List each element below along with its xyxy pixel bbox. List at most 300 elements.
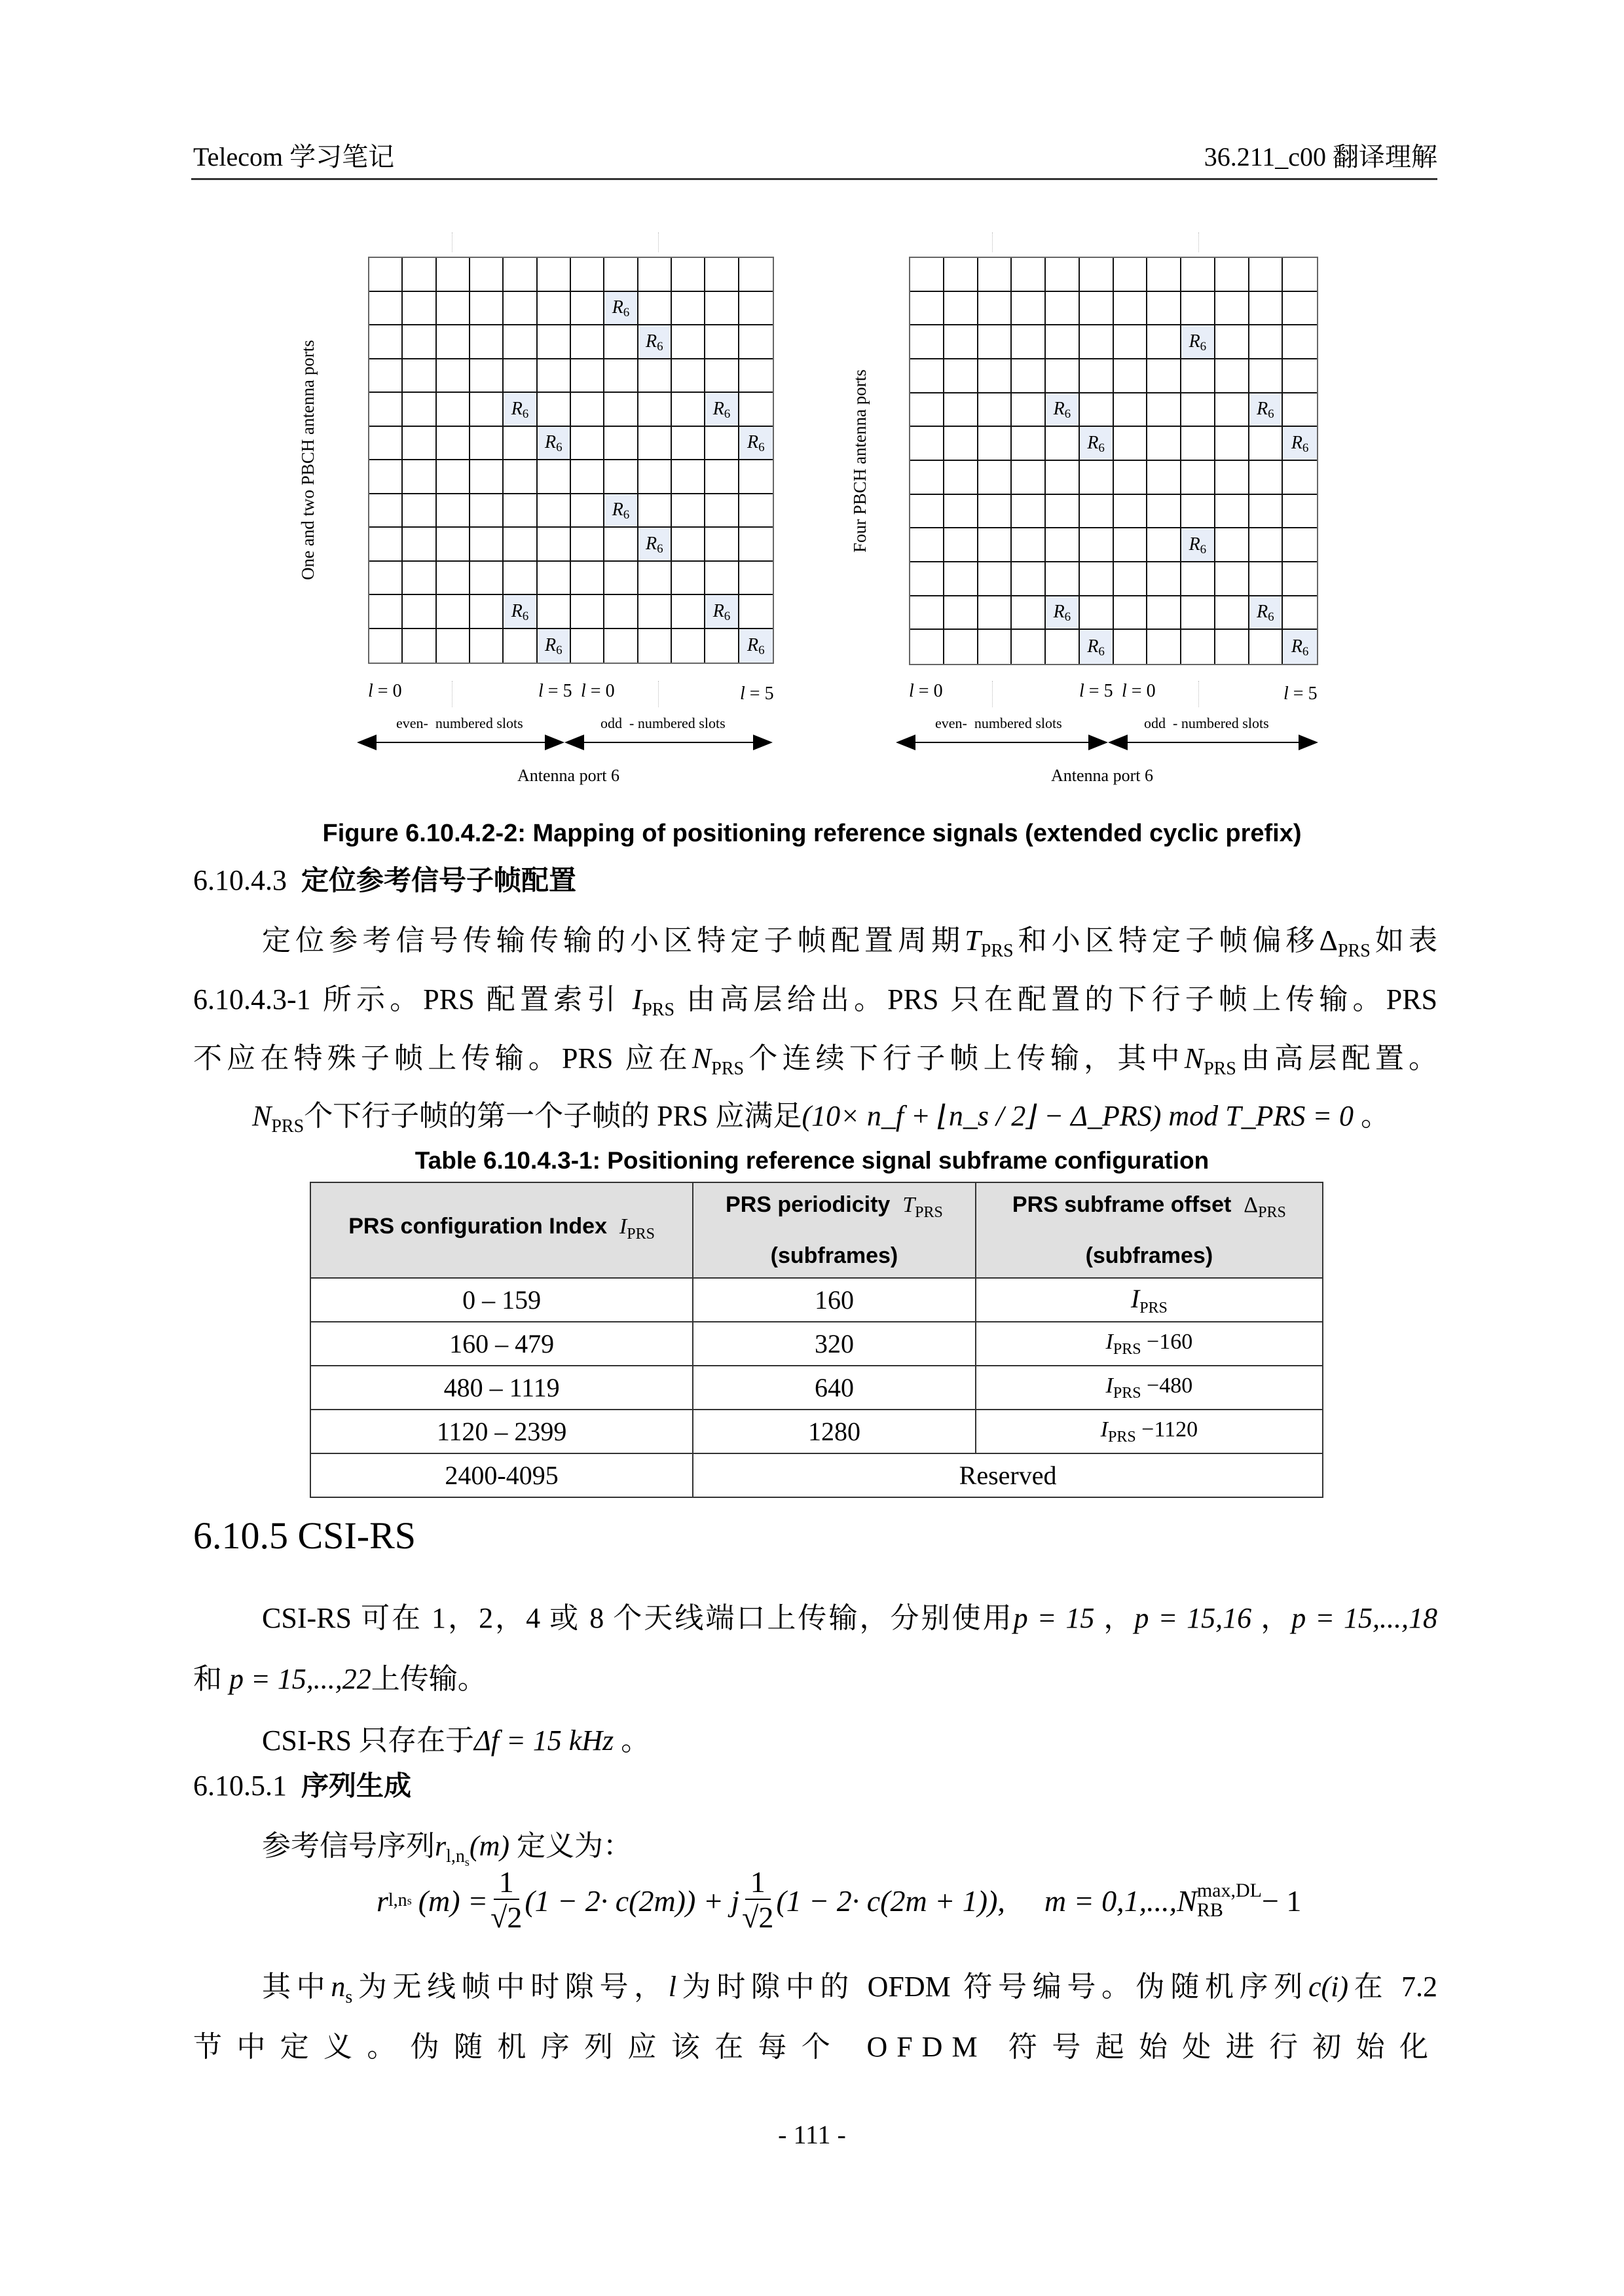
math-symbol: I [632, 983, 642, 1015]
grid-cell [1215, 461, 1249, 495]
cell-label-sub: 6 [1098, 645, 1105, 659]
grid-cell [1114, 528, 1148, 562]
grid-cell [470, 595, 504, 629]
grid-cell [470, 292, 504, 326]
grid-cell [1249, 325, 1283, 359]
reserved-cell: Reserved [693, 1453, 1323, 1497]
grid-cell [1181, 495, 1215, 529]
r6-cell [739, 629, 773, 663]
section-heading-6-10-4-3 [193, 859, 576, 898]
grid-cell [944, 562, 978, 596]
grid-cell [1215, 630, 1249, 664]
grid-cell [504, 629, 537, 663]
table-header-cell [976, 1182, 1323, 1278]
grid-cell [1046, 325, 1080, 359]
grid-cell [638, 595, 672, 629]
grid-cell [1147, 359, 1181, 393]
grid-cell [672, 325, 705, 359]
cell-label-sub: 6 [522, 609, 529, 623]
grid-cell [470, 494, 504, 528]
section-number: 6.10.5.1 [193, 1770, 287, 1802]
grid-cell [1114, 427, 1148, 461]
grid-cell [1046, 630, 1080, 664]
r6-cell [1181, 325, 1215, 359]
grid-cell [504, 528, 537, 562]
symbol-index-label: l = 0 [368, 681, 402, 701]
text: 由高层配置。 [1236, 1042, 1438, 1074]
text: 上传输。 [371, 1663, 487, 1695]
grid-cell [604, 325, 638, 359]
offset-value: −480 [1141, 1373, 1193, 1398]
grid-cell [604, 427, 638, 461]
grid-cell [1080, 562, 1114, 596]
grid-cell [1215, 359, 1249, 393]
index-cell: 480 – 1119 [310, 1366, 693, 1410]
grid-cell [403, 325, 436, 359]
grid-cell [437, 359, 470, 393]
r6-cell [1249, 393, 1283, 428]
math-formula: (10× n_f + ⌊n_s / 2⌋ − Δ_PRS) mod T_PRS = 0 [802, 1100, 1354, 1132]
r6-cell [705, 393, 739, 427]
grid-cell [910, 393, 944, 428]
grid-cell [705, 528, 739, 562]
r6-cell [538, 629, 571, 663]
text: 。 [614, 1724, 650, 1757]
grid-cell [504, 359, 537, 393]
slot-arrows-icon [896, 735, 1321, 750]
offset-cell [976, 1278, 1323, 1322]
math-subscript: PRS [711, 1059, 745, 1079]
resource-grid [368, 257, 774, 664]
grid-cell [403, 292, 436, 326]
symbol-index-label: l = 5 [740, 683, 774, 704]
grid-cell [1080, 393, 1114, 428]
grid-cell [369, 562, 403, 596]
paragraph-line [262, 917, 1437, 962]
grid-cell [1181, 630, 1215, 664]
grid-cell [1012, 359, 1046, 393]
grid-cell [369, 393, 403, 427]
r6-cell [1046, 596, 1080, 630]
cell-label: R [511, 600, 523, 621]
math-subscript: PRS [980, 941, 1014, 961]
r6-cell [604, 494, 638, 528]
grid-cell [1283, 495, 1317, 529]
table-caption: Table 6.10.4.3-1: Positioning reference signal subframe configuration [415, 1147, 1209, 1174]
grid-cell [978, 292, 1012, 326]
guide-line [1198, 232, 1199, 252]
grid-cell [978, 630, 1012, 664]
grid-cell [571, 325, 604, 359]
grid-cell [369, 460, 403, 494]
grid-cell [538, 325, 571, 359]
grid-cell [1215, 258, 1249, 292]
grid-cell [571, 562, 604, 596]
grid-cell [1249, 562, 1283, 596]
grid-cell [1080, 596, 1114, 630]
denominator: √2 [490, 1901, 523, 1934]
section-heading-6-10-5-1 [193, 1764, 411, 1804]
math-subscript: PRS [1107, 1428, 1136, 1446]
symbol-index-label: l = 0 [581, 681, 615, 701]
guide-line [992, 681, 993, 707]
grid-cell [1046, 292, 1080, 326]
grid-cell [504, 562, 537, 596]
symbol-index-label: l = 5 [538, 681, 572, 701]
math-formula: p = 15,16 [1134, 1602, 1252, 1634]
guide-line [658, 681, 659, 707]
grid-cell [739, 359, 773, 393]
grid-cell [1012, 596, 1046, 630]
fraction [490, 1866, 522, 1935]
grid-cell [1046, 528, 1080, 562]
grid-cell [944, 461, 978, 495]
r6-cell [739, 427, 773, 461]
grid-cell [403, 359, 436, 393]
cell-label-sub: 6 [1268, 610, 1274, 625]
grid-cell [638, 427, 672, 461]
grid-cell [1012, 427, 1046, 461]
grid-cell [604, 528, 638, 562]
math-subscript: s [345, 1987, 353, 2007]
grid-cell [1249, 359, 1283, 393]
numerator: 1 [745, 1866, 771, 1900]
text: CSI-RS 只存在于 [262, 1724, 474, 1757]
cell-label-sub: 6 [623, 306, 630, 320]
even-slots-label: even- numbered slots [935, 715, 1062, 731]
grid-cell [1147, 630, 1181, 664]
slot-arrows-icon [357, 735, 775, 750]
symbol-index-label: l = 5 [1283, 683, 1318, 704]
grid-cell [571, 427, 604, 461]
grid-cell [910, 292, 944, 326]
grid-cell [1080, 461, 1114, 495]
symbol-index-label: l = 0 [1122, 681, 1156, 701]
grid-cell [403, 460, 436, 494]
grid-cell [571, 528, 604, 562]
cell-label: R [646, 331, 657, 352]
grid-cell [705, 562, 739, 596]
r6-cell [504, 595, 537, 629]
grid-cell [672, 258, 705, 292]
grid-cell [910, 630, 944, 664]
grid-cell [1012, 292, 1046, 326]
header-text: PRS subframe offset [1012, 1192, 1232, 1217]
grid-cell [504, 258, 537, 292]
cell-label: R [747, 432, 759, 453]
grid-cell [978, 359, 1012, 393]
grid-cell [1181, 562, 1215, 596]
grid-cell [739, 562, 773, 596]
table-row [310, 1278, 1323, 1322]
math-text: − 1 [1261, 1884, 1302, 1918]
grid-cell [705, 427, 739, 461]
grid-cell [739, 528, 773, 562]
grid-cell [1249, 258, 1283, 292]
grid-cell [1012, 630, 1046, 664]
math-text: (m) = [418, 1884, 489, 1918]
symbol-index-label: l = 0 [909, 681, 943, 701]
paragraph-line [262, 1594, 1437, 1636]
header-text: PRS configuration Index [348, 1214, 608, 1239]
grid-cell [1147, 258, 1181, 292]
prs-config-table [310, 1182, 1323, 1498]
grid-cell [705, 325, 739, 359]
grid-cell [504, 427, 537, 461]
text: 6.10.4.3-1 所示。PRS 配置索引 [193, 983, 621, 1015]
grid-cell [978, 495, 1012, 529]
offset-cell [976, 1410, 1323, 1453]
grid-cell [571, 292, 604, 326]
grid-cell [571, 393, 604, 427]
grid-cell [1283, 562, 1317, 596]
math-symbol: N [252, 1100, 272, 1132]
grid-cell [403, 595, 436, 629]
cell-label: R [1087, 433, 1099, 454]
cell-label-sub: 6 [758, 644, 765, 658]
grid-cell [538, 595, 571, 629]
grid-cell [403, 562, 436, 596]
numerator: 1 [494, 1866, 519, 1900]
r6-cell [604, 292, 638, 326]
paragraph-line [193, 1034, 1437, 1080]
grid-cell [1215, 495, 1249, 529]
grid-cell [739, 258, 773, 292]
grid-cell [910, 258, 944, 292]
text: 为时隙中的 OFDM 符号编号。伪随机序列 [676, 1971, 1308, 2003]
grid-cell [672, 460, 705, 494]
grid-cell [672, 292, 705, 326]
grid-cell [1114, 630, 1148, 664]
grid-cell [403, 528, 436, 562]
r6-cell [1080, 630, 1114, 664]
grid-cell [638, 393, 672, 427]
grid-cell [1249, 461, 1283, 495]
grid-cell [1181, 359, 1215, 393]
grid-cell [1147, 325, 1181, 359]
text: 其中 [262, 1971, 331, 2003]
grid-cell [604, 460, 638, 494]
text: CSI-RS 可在 1，2，4 或 8 个天线端口上传输，分别使用 [262, 1602, 1014, 1634]
grid-cell [1114, 359, 1148, 393]
math-symbol: n [331, 1971, 346, 2003]
math-subscript: PRS [627, 1226, 655, 1243]
cell-label-sub: 6 [1200, 543, 1207, 557]
grid-cell [437, 595, 470, 629]
grid-cell [944, 393, 978, 428]
grid-cell [1147, 427, 1181, 461]
math-symbol: T [965, 924, 981, 957]
grid-cell [1249, 427, 1283, 461]
grid-cell [369, 528, 403, 562]
math-formula: Δf = 15 kHz [473, 1724, 614, 1757]
math-text: (1 − 2· c(2m + 1)), [776, 1884, 1005, 1918]
grid-cell [910, 528, 944, 562]
grid-cell [1080, 495, 1114, 529]
grid-cell [369, 292, 403, 326]
grid-cell [1080, 325, 1114, 359]
cell-label: R [612, 500, 623, 520]
grid-cell [1114, 495, 1148, 529]
period-cell: 640 [693, 1366, 976, 1410]
grid-cell [1283, 359, 1317, 393]
grid-cell [1147, 562, 1181, 596]
grid-cell [638, 359, 672, 393]
header-right-title: 36.211_c00 翻译理解 [1204, 142, 1437, 172]
cell-label-sub: 6 [522, 407, 529, 421]
table-header-row [310, 1182, 1323, 1278]
index-cell: 1120 – 2399 [310, 1410, 693, 1453]
math-symbol: N [1184, 1042, 1204, 1074]
grid-cell [638, 629, 672, 663]
math-subscript: PRS [1139, 1299, 1168, 1317]
grid-cell [538, 258, 571, 292]
cell-label-sub: 6 [1098, 441, 1105, 456]
math-symbol: r [435, 1830, 447, 1862]
r6-cell [1080, 427, 1114, 461]
grid-cell [978, 258, 1012, 292]
grid-cell [1046, 495, 1080, 529]
grid-cell [672, 494, 705, 528]
grid-cell [1012, 461, 1046, 495]
page-number: - 111 - [778, 2120, 846, 2149]
grid-cell [739, 595, 773, 629]
math-formula: p = 15 [1013, 1602, 1095, 1634]
grid-cell [1181, 258, 1215, 292]
guide-line [658, 232, 659, 252]
grid-cell [1080, 528, 1114, 562]
index-cell: 0 – 159 [310, 1278, 693, 1322]
grid-cell [672, 595, 705, 629]
grid-cell [1147, 393, 1181, 428]
grid-cell [1215, 596, 1249, 630]
grid-cell [437, 460, 470, 494]
math-subscript: PRS [1258, 1204, 1286, 1221]
grid-cell [1012, 562, 1046, 596]
cell-label: R [646, 533, 657, 554]
math-symbol: r [377, 1884, 388, 1918]
grid-cell [470, 325, 504, 359]
grid-cell [1215, 528, 1249, 562]
text: 。 [1354, 1100, 1390, 1132]
grid-cell [705, 292, 739, 326]
math-subscript: PRS [642, 1000, 675, 1020]
text: 和小区特定子帧偏移 [1013, 924, 1320, 957]
cell-label: R [1053, 399, 1065, 420]
grid-cell [403, 393, 436, 427]
grid-cell [1147, 461, 1181, 495]
grid-cell [944, 325, 978, 359]
grid-cell [437, 427, 470, 461]
grid-cell [910, 359, 944, 393]
grid-cell [978, 562, 1012, 596]
grid-cell [910, 596, 944, 630]
cell-label: R [545, 635, 557, 656]
math-symbol: I [1130, 1283, 1140, 1313]
grid-cell [571, 494, 604, 528]
grid-cell [1046, 461, 1080, 495]
cell-label: R [612, 297, 623, 318]
grid-cell [1283, 258, 1317, 292]
grid-cell [604, 562, 638, 596]
math-symbol: I [619, 1214, 627, 1239]
header-unit: (subframes) [1085, 1243, 1213, 1268]
grid-cell [604, 393, 638, 427]
grid-cell [571, 460, 604, 494]
grid-cell [978, 325, 1012, 359]
grid-cell [910, 427, 944, 461]
grid-cell [538, 562, 571, 596]
grid-cell [1012, 495, 1046, 529]
grid-cell [538, 494, 571, 528]
cell-label: R [545, 432, 557, 453]
grid-cell [638, 494, 672, 528]
math-text: m = 0,1,...,N [1044, 1884, 1197, 1918]
grid-cell [470, 629, 504, 663]
grid-cell [1147, 292, 1181, 326]
grid-cell [1114, 596, 1148, 630]
grid-cell [1012, 393, 1046, 428]
grid-cell [1283, 461, 1317, 495]
math-formula: p = 15,...,22 [229, 1663, 371, 1695]
text: 参考信号序列 [262, 1830, 435, 1862]
grid-cell [1181, 596, 1215, 630]
text: 如表 [1370, 924, 1438, 957]
fraction [742, 1866, 773, 1935]
grid-cell [1012, 528, 1046, 562]
math-subscript: l,n [446, 1846, 465, 1867]
r6-cell [638, 325, 672, 359]
grid-cell [739, 494, 773, 528]
grid-cell [1147, 528, 1181, 562]
header-left-title: Telecom 学习笔记 [193, 142, 395, 172]
section-title: 序列生成 [301, 1770, 412, 1802]
grid-cell [571, 258, 604, 292]
grid-cell [369, 427, 403, 461]
grid-cell [403, 629, 436, 663]
grid-cell [504, 325, 537, 359]
offset-cell [976, 1322, 1323, 1366]
math-subscript: PRS [1337, 941, 1371, 961]
grid-cell [672, 427, 705, 461]
math-arg: (m) [469, 1830, 510, 1862]
grid-cell [1114, 258, 1148, 292]
paragraph-line [262, 1717, 1437, 1758]
grid-cell [672, 629, 705, 663]
index-cell: 160 – 479 [310, 1322, 693, 1366]
math-subscript: PRS [915, 1204, 943, 1221]
grid-cell [705, 494, 739, 528]
r6-cell [1249, 596, 1283, 630]
grid-cell [739, 460, 773, 494]
offset-value: −160 [1141, 1329, 1193, 1354]
grid-cell [944, 495, 978, 529]
section-number: 6.10.4.3 [193, 864, 287, 896]
paragraph-line: 节中定义。伪随机序列应该在每个 OFDM 符号起始处进行初始化 [193, 2031, 1437, 2063]
odd-slots-label: odd - numbered slots [600, 715, 726, 731]
math-subscript: RB [1196, 1899, 1223, 1921]
grid-cell [369, 258, 403, 292]
grid-cell [1080, 292, 1114, 326]
grid-cell [1046, 427, 1080, 461]
grid-cell [504, 292, 537, 326]
grid-cell [944, 359, 978, 393]
grid-cell [1181, 292, 1215, 326]
text: 由高层给出。PRS 只在配置的下行子帧上传输。PRS [686, 983, 1438, 1015]
math-symbol: l [668, 1971, 677, 2003]
grid-cell [504, 494, 537, 528]
odd-slots-label: odd - numbered slots [1144, 715, 1269, 731]
